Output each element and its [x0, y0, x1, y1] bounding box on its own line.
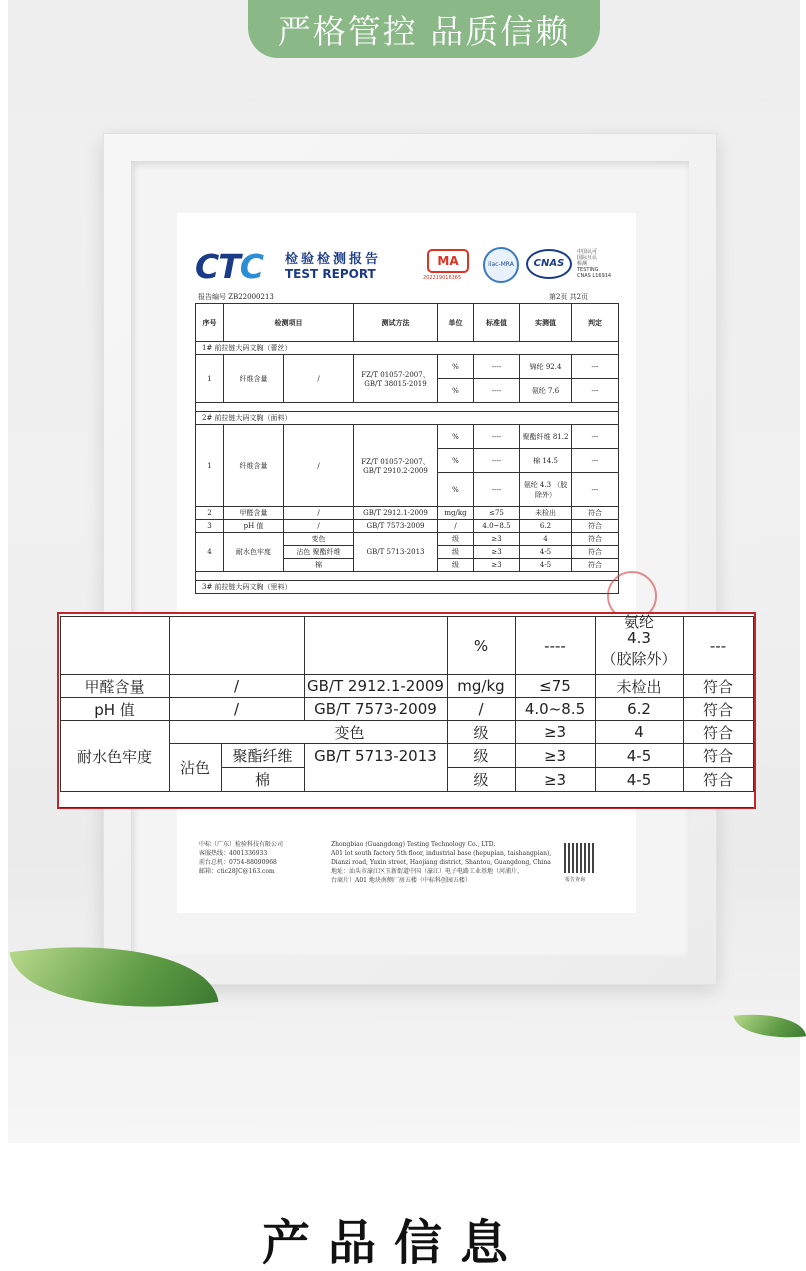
- cell: 4-5: [595, 744, 683, 768]
- cell: 级: [438, 533, 474, 546]
- cell: /: [438, 520, 474, 533]
- fiber-note: （胶除外）: [601, 649, 677, 668]
- cell: 符合: [572, 546, 619, 559]
- report-title-zh: 检验检测报告: [285, 252, 382, 267]
- cell: 甲醛含量: [224, 507, 284, 520]
- footer-line: 台商片）A01 地块南侧厂房五楼（中标科创园五楼）: [331, 877, 471, 884]
- cell: 4.0~8.5: [474, 520, 520, 533]
- cell: [169, 617, 304, 675]
- logo-text-b: C: [239, 247, 263, 286]
- cell: /: [284, 355, 354, 403]
- cell: 1: [196, 355, 224, 403]
- cell: ---: [572, 355, 619, 379]
- cell: /: [169, 698, 304, 721]
- cell: 未检出: [595, 675, 683, 698]
- cell: /: [284, 520, 354, 533]
- cell: ---: [572, 379, 619, 403]
- footer-line: A01 lot south factory 5th floor, industrial base (hepupian, taishangpian),: [331, 850, 552, 857]
- cell: 纤维含量: [224, 425, 284, 507]
- cell: %: [438, 473, 474, 507]
- cell: mg/kg: [447, 675, 515, 698]
- cnas-icon: CNAS: [526, 249, 572, 279]
- cell: 2: [196, 507, 224, 520]
- cell: ≤75: [515, 675, 595, 698]
- cell: 聚酯纤维 81.2: [520, 425, 572, 449]
- cell: 4-5: [595, 768, 683, 792]
- spacer-row: [196, 572, 619, 581]
- cell: ----: [474, 425, 520, 449]
- cell: 符合: [683, 721, 753, 744]
- ilac-mra-icon: ilac-MRA: [483, 247, 519, 283]
- sample-group-label: 1# 前拉链大码文胸（蕾丝）: [196, 342, 619, 355]
- cell: %: [438, 355, 474, 379]
- cell: 4-5: [520, 546, 572, 559]
- spacer-cell: [196, 572, 619, 581]
- cell: %: [438, 449, 474, 473]
- cell: /: [169, 675, 304, 698]
- zoomed-result-table: [60, 612, 754, 808]
- footer-line: Dianzi road, Yuxin street, Haojiang district, Shantou, Guangdong, China: [331, 859, 551, 866]
- cell: 纤维含量: [224, 355, 284, 403]
- cell: 氨纶 7.6: [520, 379, 572, 403]
- quality-banner: 严格管控 品质信赖: [248, 0, 600, 58]
- cell: 6.2: [595, 698, 683, 721]
- cell: 4: [595, 721, 683, 744]
- cell: pH 值: [224, 520, 284, 533]
- cell: ----: [474, 379, 520, 403]
- cell: 未检出: [520, 507, 572, 520]
- cell: /: [284, 425, 354, 507]
- cell: GB/T 2912.1-2009: [354, 507, 438, 520]
- cell: 锦纶 92.4: [520, 355, 572, 379]
- stain-span: [170, 768, 222, 791]
- cell: [284, 546, 354, 559]
- cnas-line: CNAS L16914: [577, 273, 612, 279]
- cell: 耐水色牢度: [224, 533, 284, 572]
- cell: 级: [447, 768, 515, 792]
- cell: FZ/T 01057-2007、GB/T 2910.2-2009: [354, 425, 438, 507]
- cell: [304, 617, 447, 675]
- header-cell: 判定: [572, 304, 619, 342]
- report-table: [195, 303, 619, 594]
- sample-group-row: [196, 581, 619, 594]
- cell: 3: [196, 520, 224, 533]
- ctc-logo: [195, 247, 263, 286]
- header-cell: 单位: [438, 304, 474, 342]
- spacer-cell: [196, 403, 619, 412]
- cell: /: [284, 507, 354, 520]
- cell: 变色: [284, 533, 354, 546]
- cma-number: 202219016365: [423, 275, 462, 281]
- cell: %: [438, 379, 474, 403]
- cell: ≥3: [474, 533, 520, 546]
- report-title-en: TEST REPORT: [285, 267, 376, 281]
- stain-label: 沾色: [170, 744, 222, 790]
- cotton-label: 棉: [254, 771, 270, 789]
- footer-line: 前台总机：0754-88090968: [199, 859, 277, 866]
- cell: ---: [572, 425, 619, 449]
- cell: 氨纶 4.3 （胶除外）: [520, 473, 572, 507]
- cell: [169, 744, 304, 777]
- table-row: [196, 520, 619, 533]
- cell: 4-5: [520, 559, 572, 572]
- cell: 符合: [572, 520, 619, 533]
- table-row: [196, 533, 619, 546]
- cell: ≥3: [515, 744, 595, 768]
- cell: GB/T 7573-2009: [354, 520, 438, 533]
- cell: 4: [520, 533, 572, 546]
- cell: 符合: [683, 698, 753, 721]
- zoom-row-fiber: [60, 617, 753, 675]
- footer-line: 中标（广东）检验科技有限公司: [199, 841, 284, 848]
- cell: 4.0~8.5: [515, 698, 595, 721]
- sample-group-row: [196, 342, 619, 355]
- cell: ≥3: [515, 721, 595, 744]
- cell: 符合: [683, 744, 753, 768]
- footer-company-en: [331, 840, 551, 885]
- footer-line: 客服热线：4001336933: [199, 850, 268, 857]
- footer-line: Zhongbiao (Guangdong) Testing Technology Co., LTD.: [331, 841, 496, 848]
- cell: %: [447, 617, 515, 675]
- cnas-line: 中国认可: [577, 249, 598, 255]
- qr-caption: 报告查询: [565, 877, 586, 883]
- cell: 符合: [572, 507, 619, 520]
- cell: ---: [572, 473, 619, 507]
- cell: FZ/T 01057-2007、GB/T 38015-2019: [354, 355, 438, 403]
- cell: ----: [474, 449, 520, 473]
- cnas-line: TESTING: [577, 267, 599, 273]
- cell: ≥3: [515, 768, 595, 792]
- spacer-row: [196, 403, 619, 412]
- table-row: [196, 425, 619, 449]
- cell: ≥3: [474, 559, 520, 572]
- poly-label: 聚酯纤维: [312, 548, 341, 556]
- leaf-right: [734, 1008, 806, 1043]
- fiber-name: 氨纶: [623, 612, 654, 631]
- cell: [60, 617, 169, 675]
- cell: /: [447, 698, 515, 721]
- logo-text-a: CT: [195, 247, 240, 286]
- cnas-line: 国际互认: [577, 255, 598, 261]
- footer-line: 地址：汕头市濠江区玉新街道中国（濠江）电子电路工业基地（河浦片、: [331, 868, 524, 875]
- header-cell: 标准值: [474, 304, 520, 342]
- cnas-text: [577, 249, 611, 279]
- header-cell: 实测值: [520, 304, 572, 342]
- header-cell: 序号: [196, 304, 224, 342]
- cell: 级: [447, 744, 515, 768]
- cell: 4: [196, 533, 224, 572]
- cma-mark-icon: MA: [427, 249, 469, 273]
- sample-group-row: [196, 412, 619, 425]
- cell: GB/T 5713-2013: [304, 732, 447, 780]
- page-number: 第2页 共2页: [549, 293, 589, 301]
- zoom-row-formaldehyde: [60, 675, 753, 698]
- cell: mg/kg: [438, 507, 474, 520]
- fiber-percent: 4.3: [627, 628, 651, 647]
- cell: pH 值: [60, 698, 169, 721]
- zoom-row-ph: [60, 698, 753, 721]
- cell: [169, 768, 304, 792]
- cell: 棉 14.5: [520, 449, 572, 473]
- cell: ≥3: [474, 546, 520, 559]
- header-cell: 测试方法: [354, 304, 438, 342]
- cell: [60, 792, 753, 808]
- report-number: 报告编号 ZB22000213: [198, 293, 274, 301]
- footer-line: 邮箱：ctic28JC@163.com: [199, 868, 275, 875]
- poly-label: 聚酯纤维: [232, 747, 293, 765]
- cell: 符合: [572, 559, 619, 572]
- cell: 级: [438, 546, 474, 559]
- cell: 符合: [683, 768, 753, 792]
- cell: ---: [683, 617, 753, 675]
- cell: ----: [474, 473, 520, 507]
- cell: 级: [447, 721, 515, 744]
- cell: 符合: [572, 533, 619, 546]
- cell: ----: [515, 617, 595, 675]
- header-cell: 检测项目: [224, 304, 354, 342]
- cell: 棉: [284, 559, 354, 572]
- table-row: [196, 507, 619, 520]
- cell: [595, 612, 683, 675]
- zoomed-result-callout: [57, 612, 756, 809]
- cell: 6.2: [520, 520, 572, 533]
- cell: 甲醛含量: [60, 675, 169, 698]
- cell: 耐水色牢度: [60, 721, 169, 792]
- change-label: 变色: [334, 723, 365, 742]
- cnas-line: 检测: [577, 261, 588, 267]
- cell: ---: [572, 449, 619, 473]
- qr-code-icon[interactable]: [564, 843, 594, 873]
- cell: 符合: [683, 675, 753, 698]
- cell: %: [438, 425, 474, 449]
- cell: GB/T 7573-2009: [304, 698, 447, 721]
- section-title-product-info: 产品信息: [262, 1215, 527, 1271]
- cell: 1: [196, 425, 224, 507]
- stain-label: 沾色: [296, 548, 311, 556]
- table-header-row: [196, 304, 619, 342]
- zoom-row-blank: [60, 792, 753, 808]
- sample-group-label: 2# 前拉链大码文胸（面料）: [196, 412, 619, 425]
- table-row: [196, 355, 619, 379]
- footer-company-cn: [199, 840, 283, 876]
- cell: GB/T 2912.1-2009: [304, 675, 447, 698]
- cell: ----: [474, 355, 520, 379]
- cell: GB/T 5713-2013: [354, 533, 438, 572]
- cell: ≤75: [474, 507, 520, 520]
- sample-group-label: 3# 前拉链大码文胸（里料）: [196, 581, 619, 594]
- cell: 级: [438, 559, 474, 572]
